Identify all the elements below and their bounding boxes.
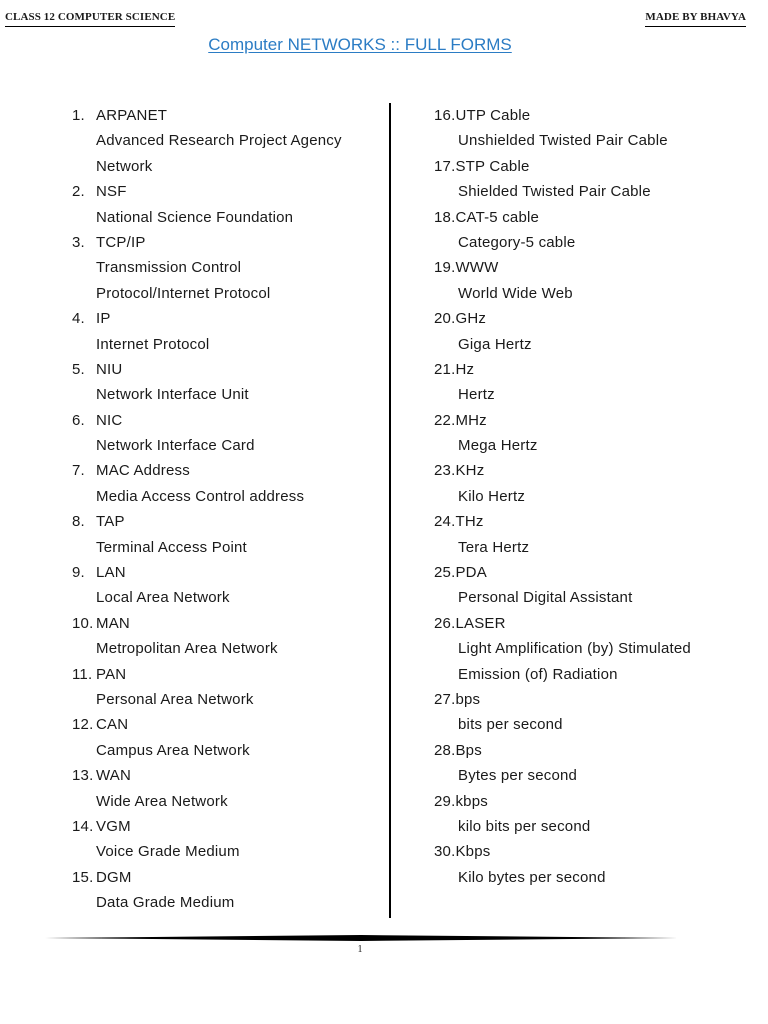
entry-number: 14. bbox=[72, 817, 94, 835]
list-item bbox=[72, 712, 372, 763]
entry-heading bbox=[434, 154, 734, 179]
entry-number: 12. bbox=[72, 716, 94, 734]
entry-full-form: Internet Protocol bbox=[96, 335, 210, 353]
entry-abbreviation: LASER bbox=[455, 614, 506, 632]
entry-abbreviation: NIC bbox=[96, 411, 123, 429]
entry-heading bbox=[434, 687, 734, 712]
entry-number: 24. bbox=[434, 513, 456, 531]
entry-heading bbox=[434, 357, 734, 382]
page-number: 1 bbox=[357, 944, 363, 955]
entry-full-form: Campus Area Network bbox=[96, 741, 250, 759]
entry-full-form: Media Access Control address bbox=[96, 487, 305, 505]
entry-number: 27. bbox=[434, 690, 456, 708]
entry-number: 15. bbox=[72, 868, 94, 886]
entry-heading bbox=[72, 763, 372, 788]
entry-full-form: Giga Hertz bbox=[458, 335, 532, 353]
entry-heading bbox=[434, 738, 734, 763]
entry-abbreviation: ARPANET bbox=[96, 107, 168, 124]
entry-abbreviation: kbps bbox=[455, 792, 488, 810]
entry-full-form: Tera Hertz bbox=[458, 538, 530, 556]
entry-number: 16. bbox=[434, 107, 456, 124]
entry-heading bbox=[72, 357, 372, 382]
header-author: MADE BY BHAVYA bbox=[645, 10, 746, 27]
list-item bbox=[72, 662, 372, 713]
entry-full-form: National Science Foundation bbox=[96, 208, 294, 226]
entry-full-form: Wide Area Network bbox=[96, 792, 228, 810]
list-item bbox=[434, 408, 734, 459]
entry-number: 22. bbox=[434, 411, 456, 429]
list-item bbox=[72, 458, 372, 509]
entry-full-form: Category-5 cable bbox=[458, 233, 576, 251]
entry-heading bbox=[434, 560, 734, 585]
list-item bbox=[72, 865, 372, 916]
entry-number: 8. bbox=[72, 513, 85, 531]
list-item bbox=[72, 814, 372, 865]
entry-heading bbox=[72, 509, 372, 534]
list-item bbox=[434, 154, 734, 205]
entry-heading bbox=[434, 458, 734, 483]
entry-heading bbox=[72, 560, 372, 585]
entry-full-form: Hertz bbox=[458, 386, 495, 404]
entry-heading bbox=[434, 408, 734, 433]
entry-abbreviation: PDA bbox=[455, 564, 487, 582]
entry-abbreviation: bps bbox=[455, 690, 481, 708]
list-item bbox=[72, 230, 372, 306]
entry-heading bbox=[434, 103, 734, 128]
entry-heading bbox=[72, 408, 372, 433]
list-item bbox=[434, 560, 734, 611]
list-item bbox=[72, 103, 372, 179]
entry-heading bbox=[434, 611, 734, 636]
entry-abbreviation: TAP bbox=[96, 513, 125, 531]
list-item bbox=[434, 789, 734, 840]
entry-full-form: Kilo Hertz bbox=[458, 487, 526, 505]
entry-full-form: bits per second bbox=[458, 716, 563, 734]
list-item bbox=[434, 458, 734, 509]
entry-abbreviation: CAN bbox=[96, 716, 129, 734]
entry-full-form: Network bbox=[96, 157, 153, 175]
entry-full-form: Transmission Control bbox=[96, 259, 242, 277]
entry-number: 3. bbox=[72, 233, 85, 251]
entry-number: 30. bbox=[434, 843, 456, 861]
entry-heading bbox=[72, 814, 372, 839]
list-item bbox=[72, 357, 372, 408]
full-forms-list-left bbox=[72, 103, 372, 916]
entry-number: 26. bbox=[434, 614, 456, 632]
entry-heading bbox=[434, 205, 734, 230]
entry-heading bbox=[72, 662, 372, 687]
entry-abbreviation: WWW bbox=[455, 259, 499, 277]
entry-full-form: Terminal Access Point bbox=[96, 538, 247, 556]
list-item bbox=[434, 357, 734, 408]
list-item bbox=[434, 255, 734, 306]
entry-heading bbox=[434, 839, 734, 864]
entry-abbreviation: THz bbox=[455, 513, 484, 531]
entry-full-form: Metropolitan Area Network bbox=[96, 640, 278, 658]
header-course-title: CLASS 12 COMPUTER SCIENCE bbox=[5, 10, 175, 27]
entry-heading bbox=[72, 865, 372, 890]
column-divider bbox=[389, 103, 391, 918]
entry-abbreviation: Bps bbox=[455, 741, 482, 759]
entry-heading bbox=[72, 458, 372, 483]
entry-number: 19. bbox=[434, 259, 456, 277]
entry-abbreviation: IP bbox=[96, 310, 111, 328]
entry-heading bbox=[434, 255, 734, 280]
list-item bbox=[72, 611, 372, 662]
entry-heading bbox=[434, 306, 734, 331]
entry-number: 5. bbox=[72, 360, 85, 378]
entry-number: 9. bbox=[72, 564, 85, 582]
entry-heading bbox=[72, 230, 372, 255]
entry-abbreviation: DGM bbox=[96, 868, 132, 886]
entry-number: 29. bbox=[434, 792, 456, 810]
list-item bbox=[72, 509, 372, 560]
entry-abbreviation: CAT-5 cable bbox=[455, 208, 540, 226]
entry-abbreviation: STP Cable bbox=[455, 157, 530, 175]
entry-full-form: Kilo bytes per second bbox=[458, 868, 606, 886]
list-item bbox=[434, 509, 734, 560]
entry-full-form: Light Amplification (by) Stimulated bbox=[458, 640, 691, 658]
entry-heading bbox=[72, 306, 372, 331]
entry-abbreviation: PAN bbox=[96, 665, 127, 683]
entry-full-form: Personal Area Network bbox=[96, 690, 254, 708]
entry-heading bbox=[72, 611, 372, 636]
entry-number: 10. bbox=[72, 614, 94, 632]
entry-full-form: Protocol/Internet Protocol bbox=[96, 284, 271, 302]
entry-abbreviation: NSF bbox=[96, 183, 127, 201]
entry-number: 20. bbox=[434, 310, 456, 328]
entry-heading bbox=[434, 789, 734, 814]
entry-abbreviation: UTP Cable bbox=[455, 107, 531, 124]
entry-number: 2. bbox=[72, 183, 85, 201]
entry-heading bbox=[72, 179, 372, 204]
footer-rule bbox=[45, 935, 678, 941]
entry-number: 21. bbox=[434, 360, 456, 378]
entry-abbreviation: MAN bbox=[96, 614, 130, 632]
list-item bbox=[434, 687, 734, 738]
entry-abbreviation: LAN bbox=[96, 564, 126, 582]
entry-number: 1. bbox=[72, 107, 85, 124]
list-item bbox=[72, 763, 372, 814]
entry-abbreviation: WAN bbox=[96, 767, 132, 785]
entry-number: 23. bbox=[434, 462, 456, 480]
entry-full-form: Network Interface Card bbox=[96, 437, 255, 455]
entry-heading bbox=[72, 103, 372, 128]
list-item bbox=[72, 408, 372, 459]
entry-abbreviation: MHz bbox=[455, 411, 487, 429]
entry-abbreviation: Hz bbox=[455, 360, 475, 378]
entry-number: 28. bbox=[434, 741, 456, 759]
entry-abbreviation: KHz bbox=[455, 462, 485, 480]
entry-abbreviation: VGM bbox=[96, 817, 131, 835]
entry-full-form: Emission (of) Radiation bbox=[458, 665, 618, 683]
entry-number: 6. bbox=[72, 411, 85, 429]
list-item bbox=[434, 103, 734, 154]
entry-number: 25. bbox=[434, 564, 456, 582]
entry-full-form: Data Grade Medium bbox=[96, 894, 235, 912]
entry-number: 13. bbox=[72, 767, 94, 785]
entry-abbreviation: Kbps bbox=[455, 843, 491, 861]
list-item bbox=[434, 839, 734, 890]
entry-full-form: Network Interface Unit bbox=[96, 386, 249, 404]
list-item bbox=[72, 179, 372, 230]
list-item bbox=[434, 611, 734, 687]
entry-number: 11. bbox=[72, 665, 93, 683]
entry-abbreviation: GHz bbox=[455, 310, 487, 328]
full-forms-list-right bbox=[434, 103, 734, 890]
entry-full-form: Voice Grade Medium bbox=[96, 843, 240, 861]
list-item bbox=[72, 560, 372, 611]
list-item bbox=[434, 205, 734, 256]
list-item bbox=[434, 306, 734, 357]
entry-full-form: Mega Hertz bbox=[458, 437, 538, 455]
entry-heading bbox=[434, 509, 734, 534]
entry-full-form: Local Area Network bbox=[96, 589, 230, 607]
entry-abbreviation: MAC Address bbox=[96, 462, 190, 480]
entry-abbreviation: NIU bbox=[96, 360, 123, 378]
entry-number: 7. bbox=[72, 462, 85, 480]
entry-abbreviation: TCP/IP bbox=[96, 233, 146, 251]
page-title: Computer NETWORKS :: FULL FORMS bbox=[208, 35, 512, 54]
entry-full-form: Unshielded Twisted Pair Cable bbox=[458, 132, 668, 150]
entry-full-form: kilo bits per second bbox=[458, 817, 591, 835]
entry-heading bbox=[72, 712, 372, 737]
entry-number: 17. bbox=[434, 157, 456, 175]
entry-full-form: Advanced Research Project Agency bbox=[96, 132, 342, 150]
list-item bbox=[434, 738, 734, 789]
entry-number: 18. bbox=[434, 208, 456, 226]
entry-full-form: Bytes per second bbox=[458, 767, 578, 785]
entry-full-form: World Wide Web bbox=[458, 284, 573, 302]
entry-number: 4. bbox=[72, 310, 85, 328]
entry-full-form: Shielded Twisted Pair Cable bbox=[458, 183, 651, 201]
entry-full-form: Personal Digital Assistant bbox=[458, 589, 633, 607]
list-item bbox=[72, 306, 372, 357]
